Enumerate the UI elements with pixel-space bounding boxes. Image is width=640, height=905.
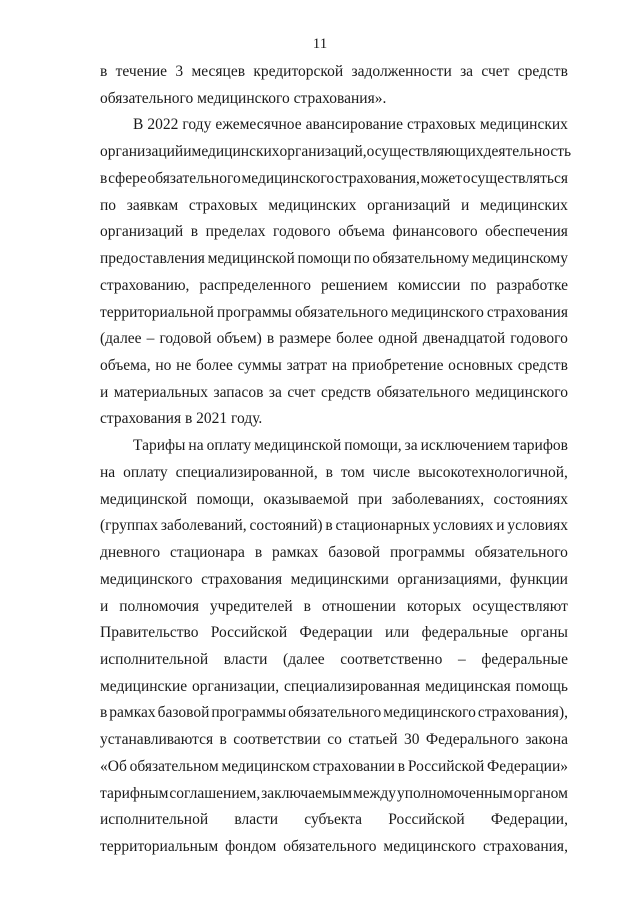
word: статьей — [348, 731, 398, 748]
word: соглашением, — [169, 785, 261, 802]
word: рамках — [109, 704, 156, 721]
word: заключаемым — [261, 785, 352, 802]
text-line — [100, 597, 568, 617]
word: в — [266, 330, 275, 347]
word: высокотехнологичной, — [418, 464, 568, 481]
word: помощи, — [196, 491, 255, 508]
word: годового — [510, 330, 568, 347]
word: медицинского — [383, 838, 477, 855]
word: месяцев — [191, 63, 246, 80]
word: страхования — [486, 304, 568, 321]
word: обязательного — [147, 170, 241, 187]
word: медицинского — [475, 384, 568, 401]
word: и — [496, 517, 505, 534]
word: Федерации, — [490, 811, 568, 828]
word: федеральные — [481, 651, 568, 668]
word: В — [133, 116, 144, 133]
word: Федерального — [425, 731, 519, 748]
word: в — [100, 704, 108, 721]
word: годового — [273, 223, 331, 240]
word: – — [457, 651, 466, 668]
word: материальных — [113, 384, 208, 401]
word: оплату — [123, 464, 168, 481]
word: специализированная — [283, 678, 421, 695]
word: и — [460, 197, 470, 214]
word: на — [100, 464, 116, 481]
word: организаций — [100, 143, 184, 160]
word: в — [325, 517, 333, 534]
word: более — [336, 330, 374, 347]
word: обязательного — [283, 838, 377, 855]
word: в — [397, 758, 406, 775]
word: 30 — [404, 731, 420, 748]
text-line — [100, 196, 568, 216]
word: и — [183, 143, 192, 160]
word: медицинские — [100, 678, 188, 695]
word: программы — [217, 304, 292, 321]
word: (далее — [283, 651, 325, 668]
word: Тарифы — [133, 437, 186, 454]
text-line — [100, 810, 568, 830]
word: территориальной — [100, 304, 214, 321]
text-line — [100, 249, 568, 269]
text-line — [100, 463, 568, 483]
word: медицинском — [221, 758, 310, 775]
word: по — [100, 197, 117, 214]
word: – — [146, 330, 155, 347]
word: отношении — [321, 598, 396, 615]
word: медицинских — [479, 197, 568, 214]
word: соответствии — [233, 731, 321, 748]
word: условиях — [507, 517, 568, 534]
word: стационара — [170, 544, 245, 561]
word: объема, — [100, 357, 151, 374]
word: закона — [525, 731, 568, 748]
word: территориальным — [100, 838, 219, 855]
text-line: обязательного медицинского страхования». — [100, 90, 387, 107]
word: исполнительной — [100, 811, 209, 828]
text-line — [133, 436, 568, 456]
word: страхованию, — [100, 277, 190, 294]
page-number: 11 — [312, 36, 328, 52]
word: основных — [448, 357, 514, 374]
word: осуществляют — [472, 598, 568, 615]
word: 3 — [175, 63, 184, 80]
word: сфере — [108, 170, 147, 187]
word: организаций — [367, 197, 451, 214]
word: тарифным — [100, 785, 169, 802]
word: медицинскому — [471, 250, 568, 267]
word: полномочия — [119, 598, 199, 615]
word: организации, — [192, 678, 280, 695]
text-line — [100, 329, 568, 349]
word: обязательного — [288, 704, 382, 721]
word: средств — [517, 357, 568, 374]
text-line — [100, 784, 568, 804]
word: течение — [115, 63, 168, 80]
text-line — [100, 169, 568, 189]
word: или — [384, 624, 410, 641]
word: базовой — [157, 704, 210, 721]
word: счет — [481, 63, 510, 80]
word: со — [327, 731, 342, 748]
word: авансирование — [305, 116, 403, 133]
text-line — [100, 303, 568, 323]
word: медицинского — [383, 704, 476, 721]
word: заболеваниях, — [391, 491, 485, 508]
word: условиях — [432, 517, 494, 534]
word: финансового — [392, 223, 478, 240]
word: страхования, — [482, 838, 568, 855]
word: Российской — [388, 811, 465, 828]
word: году — [182, 116, 212, 133]
word: оказываемой — [263, 491, 349, 508]
text-line — [100, 703, 568, 723]
word: стационарных — [335, 517, 430, 534]
word: Правительство — [100, 624, 199, 641]
word: решением — [321, 277, 388, 294]
word: оплату — [206, 437, 252, 454]
word: состояний) — [249, 517, 323, 534]
word: страхования, — [334, 170, 420, 187]
word: базовой — [328, 544, 381, 561]
word: осуществляющих — [366, 143, 484, 160]
text-line — [100, 837, 568, 857]
word: уполномоченным — [396, 785, 513, 802]
word: медицинских — [268, 197, 357, 214]
word: числе — [372, 464, 411, 481]
word: медицинской — [100, 491, 188, 508]
word: Российской — [210, 624, 288, 641]
word: средств — [517, 63, 568, 80]
word: соответственно — [340, 651, 443, 668]
word: и — [100, 598, 109, 615]
word: объема — [338, 223, 385, 240]
word: осуществляться — [462, 170, 568, 187]
word: двенадцатой — [422, 330, 506, 347]
word: суммы — [237, 357, 282, 374]
word: (далее — [100, 330, 142, 347]
word: размере — [279, 330, 332, 347]
word: медицинских — [191, 143, 280, 160]
word: разработке — [496, 277, 568, 294]
text-line — [100, 543, 568, 563]
word: «Об — [100, 758, 127, 775]
word: специализированной, — [175, 464, 318, 481]
word: по — [353, 250, 370, 267]
word: страхования — [201, 571, 283, 588]
word: годовой — [159, 330, 212, 347]
word: субъекта — [304, 811, 363, 828]
text-line — [100, 570, 568, 590]
text-line — [100, 516, 568, 536]
word: дневного — [100, 544, 161, 561]
word: заявкам — [126, 197, 179, 214]
word: органом — [513, 785, 568, 802]
word: органы — [520, 624, 568, 641]
word: в — [325, 464, 333, 481]
word: но — [155, 357, 172, 374]
text-line — [133, 115, 568, 135]
word: помощь — [515, 678, 568, 695]
word: распределенного — [199, 277, 312, 294]
word: учредителей — [209, 598, 293, 615]
word: Российской — [407, 758, 485, 775]
text-line: страхования в 2021 году. — [100, 410, 263, 427]
word: страховых — [188, 197, 258, 214]
word: по — [470, 277, 487, 294]
word: обязательном — [129, 758, 219, 775]
word: за — [460, 63, 474, 80]
word: затрат — [286, 357, 328, 374]
word: медицинского — [100, 571, 193, 588]
word: заболеваний, — [160, 517, 247, 534]
word: исполнительной — [100, 651, 209, 668]
word: власти — [223, 651, 268, 668]
text-line — [100, 276, 568, 296]
word: не — [176, 357, 192, 374]
word: федеральные — [421, 624, 509, 641]
word: объем) — [216, 330, 262, 347]
word: которых — [406, 598, 462, 615]
word: в — [254, 544, 263, 561]
word: в — [219, 731, 227, 748]
word: медицинских — [479, 116, 568, 133]
word: Федерации — [299, 624, 373, 641]
word: более — [195, 357, 233, 374]
word: обеспечения — [485, 223, 568, 240]
word: обязательному — [372, 250, 470, 267]
text-line — [100, 222, 568, 242]
text-line — [100, 650, 568, 670]
word: страхования), — [477, 704, 568, 721]
text-line — [100, 142, 572, 162]
word: комиссии — [397, 277, 461, 294]
word: Федерации» — [487, 758, 568, 775]
word: ежемесячное — [215, 116, 302, 133]
word: помощи — [297, 250, 351, 267]
text-line — [100, 730, 568, 750]
text-line — [100, 383, 568, 403]
word: медицинскими — [290, 571, 389, 588]
word: при — [357, 491, 383, 508]
word: медицинской — [207, 250, 295, 267]
word: запасов — [213, 384, 264, 401]
word: между — [352, 785, 396, 802]
word: медицинского — [391, 304, 484, 321]
text-line — [100, 356, 568, 376]
word: на — [188, 437, 204, 454]
text-line — [100, 757, 568, 777]
word: за — [404, 437, 418, 454]
word: в — [100, 170, 108, 187]
word: приобретение — [351, 357, 444, 374]
word: обязательного — [294, 304, 389, 321]
word: может — [420, 170, 462, 187]
word: медицинской — [254, 437, 342, 454]
word: в — [190, 223, 199, 240]
word: (группах — [100, 517, 159, 534]
word: программы — [211, 704, 287, 721]
word: организаций, — [279, 143, 367, 160]
word: предоставления — [100, 250, 205, 267]
word: пределах — [205, 223, 266, 240]
word: в — [303, 598, 311, 615]
word: обязательного — [474, 544, 568, 561]
word: исключением — [420, 437, 510, 454]
word: том — [340, 464, 365, 481]
word: счет — [287, 384, 316, 401]
word: обязательного — [376, 384, 470, 401]
word: функции — [509, 571, 568, 588]
word: и — [100, 384, 109, 401]
word: средств — [320, 384, 372, 401]
word: медицинского — [241, 170, 335, 187]
word: страховых — [407, 116, 476, 133]
word: кредиторской — [253, 63, 344, 80]
word: власти — [234, 811, 279, 828]
word: медицинская — [425, 678, 511, 695]
word: страховании — [312, 758, 395, 775]
word: программы — [390, 544, 465, 561]
word: одной — [378, 330, 418, 347]
text-line — [100, 62, 568, 82]
word: тарифов — [512, 437, 568, 454]
word: на — [331, 357, 348, 374]
word: помощи, — [344, 437, 402, 454]
word: деятельность — [483, 143, 572, 160]
word: рамках — [272, 544, 319, 561]
word: за — [268, 384, 282, 401]
word: организаций — [100, 223, 184, 240]
word: 2022 — [147, 116, 179, 133]
text-line — [100, 623, 568, 643]
word: фондом — [225, 838, 277, 855]
word: устанавливаются — [100, 731, 214, 748]
word: в — [100, 63, 108, 80]
text-line — [100, 490, 568, 510]
word: состояниях — [493, 491, 568, 508]
word: задолженности — [351, 63, 452, 80]
text-line — [100, 677, 568, 697]
word: организациями, — [397, 571, 502, 588]
